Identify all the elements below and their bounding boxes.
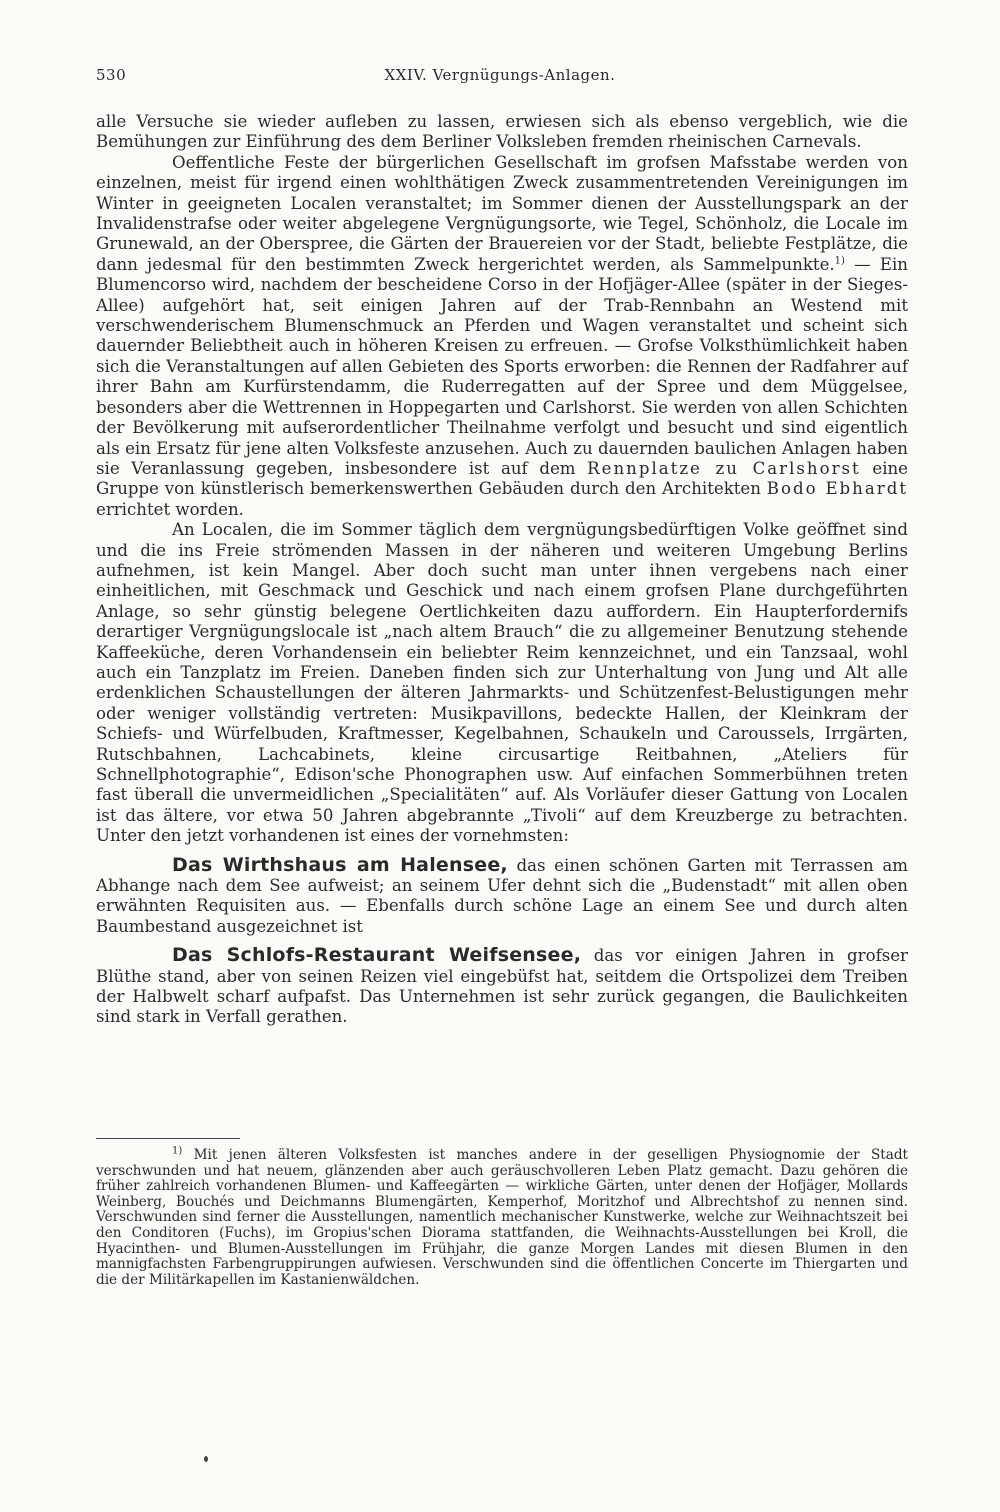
- place-name-carlshorst: Rennplatze zu Carlshorst: [587, 458, 861, 478]
- paragraph-2-part-d: errichtet worden.: [96, 499, 244, 519]
- print-speck: [204, 1456, 208, 1462]
- entry-halensee-title: Das Wirthshaus am Halensee,: [172, 853, 508, 876]
- paragraph-2: [96, 153, 908, 520]
- entry-halensee: [96, 855, 908, 938]
- paragraph-3: An Localen, die im Sommer täglich dem vergnügungsbedürftigen Volke geöffnet sind und die ins Freie strömenden Massen in der näheren und weiteren Umgebung Berlins aufnehmen, ist kein Mangel. Aber doch sucht man unter ihnen vergebens nach einer einheitlichen, mit Geschmack und Geschick und nach einem grofsen Plane durchgeführten Anlage, so sehr günstig belegene Oertlichkeiten dazu auffordern. Ein Haupterfordernifs derartiger Vergnügungslocale ist „nach altem Brauch“ die zu allgemeiner Benutzung stehende Kaffeeküche, deren Vorhandensein ein beliebter Reim kennzeichnet, und ein Tanzsaal, wohl auch ein Tanzplatz im Freien. Daneben finden sich zur Unterhaltung von Jung und Alt alle erdenklichen Schaustellungen der älteren Jahrmarkts- und Schützenfest-Belustigungen mehr oder weniger vollständig vertreten: Musikpavillons, bedeckte Hallen, der Kleinkram der Schiefs- und Würfelbuden, Kraftmesser, Kegelbahnen, Schaukeln und Caroussels, Irrgärten, Rutschbahnen, Lachcabinets, kleine circusartige Reitbahnen, „Ateliers für Schnellphotographie“, Edison'sche Phonographen usw. Auf einfachen Sommerbühnen treten fast überall die unvermeidlichen „Specialitäten“ auf. Als Vorläufer dieser Gattung von Localen ist das ältere, vor etwa 50 Jahren abgebrannte „Tivoli“ auf dem Kreuzberge zu betrachten. Unter den jetzt vorhandenen ist eines der vornehmsten:: [96, 520, 908, 846]
- footnote-divider: [96, 1138, 240, 1139]
- page-number: 530: [96, 66, 127, 84]
- paragraph-2-part-a: Oeffentliche Feste der bürgerlichen Gesellschaft im grofsen Mafsstabe werden von einzelnen, meist für irgend einen wohlthätigen Zweck zusammentretenden Vereinigungen im Winter in geeigneten Localen veranstaltet; im Sommer dienen der Ausstellungspark an der Invalidenstrafse oder weiter abgelegene Vergnügungsorte, wie Tegel, Schönholz, die Locale im Grunewald, an der Oberspree, die Gärten der Brauereien vor der Stadt, beliebte Festplätze, die dann jedesmal für den bestimmten Zweck hergerichtet werden, als Sammelpunkte.: [96, 152, 908, 274]
- entry-weissensee-text: das vor einigen Jahren in grofser Blüthe stand, aber von seinen Reizen viel eingebüfst hat, seitdem die Ortspolizei dem Treiben der Halbwelt scharf aufpafst. Das Unternehmen ist sehr zurück gegangen, die Baulichkeiten sind stark in Verfall gerathen.: [96, 946, 908, 1027]
- paragraph-1: alle Versuche sie wieder aufleben zu lassen, erwiesen sich als ebenso vergeblich, wie die Bemühungen zur Einführung des dem Berliner Volksleben fremden rheinischen Carnevals.: [96, 112, 908, 152]
- footnote: [96, 1145, 908, 1288]
- running-head: XXIV. Vergnügungs-Anlagen.: [384, 66, 616, 84]
- footnote-paragraph: [96, 1145, 908, 1288]
- paragraph-2-part-b: — Ein Blumencorso wird, nachdem der bescheidene Corso in der Hofjäger-Allee (später in der Sieges-Allee) aufgehört hat, seit einigen Jahren auf der Trab-Rennbahn an Westend mit verschwenderischem Blumenschmuck an Pferden und Wagen veranstaltet und scheint sich dauernder Beliebtheit auch in höheren Kreisen zu erfreuen. — Grofse Volksthümlichkeit haben sich die Veranstaltungen auf allen Gebieten des Sports erworben: die Rennen der Radfahrer auf ihrer Bahn am Kurfürstendamm, die Ruderregatten auf der Spree und dem Müggelsee, besonders aber die Wettrennen in Hoppegarten und Carlshorst. Sie werden von allen Schichten der Bevölkerung mit aufserordentlicher Theilnahme verfolgt und besucht und sind eigentlich als ein Ersatz für jene alten Volksfeste anzusehen. Auch zu dauernden baulichen Anlagen haben sie Veranlassung gegeben, insbesondere ist auf dem: [96, 254, 908, 478]
- paragraph-2-part-c: eine Gruppe von künstlerisch bemerkenswerthen Gebäuden durch den Architekten: [96, 458, 909, 499]
- main-text: [96, 112, 908, 1028]
- architect-name: Bodo Ebhardt: [766, 479, 908, 499]
- footnote-mark: 1): [172, 1145, 183, 1157]
- footnote-reference: 1): [834, 255, 845, 267]
- entry-halensee-text: das einen schönen Garten mit Terrassen am Abhange nach dem See aufweist; an seinem Ufer dehnt sich die „Budenstadt“ mit allen oben erwähnten Requisiten aus. — Ebenfalls durch schöne Lage an einem See und durch alten Baumbestand ausgezeichnet ist: [96, 855, 908, 936]
- footnote-text: Mit jenen älteren Volksfesten ist manches andere in der geselligen Physiognomie der Stadt verschwunden und hat neuem, glänzenden aber auch geräuschvolleren Leben Platz gemacht. Dazu gehören die früher zahlreich vorhandenen Blumen- und Kaffeegärten — wirkliche Gärten, unter denen der Hofjäger, Mollards Weinberg, Bouchés und Deichmanns Blumengärten, Kemperhof, Moritzhof und Albrechtshof zu nennen sind. Verschwunden sind ferner die Ausstellungen, namentlich mechanischer Kunstwerke, welche zur Weihnachtszeit bei den Conditoren (Fuchs), im Gropius'schen Diorama stattfanden, die Weihnachts-Ausstellungen bei Kroll, die Hyacinthen- und Blumen-Ausstellungen im Frühjahr, die ganze Morgen Landes mit diesen Blumen in den mannigfachsten Farbengruppirungen aufwiesen. Verschwunden sind die öffentlichen Concerte im Thiergarten und die der Militärkapellen im Kastanienwäldchen.: [96, 1147, 908, 1288]
- page-header: [96, 66, 904, 90]
- entry-weissensee-title: Das Schlofs-Restaurant Weifsensee,: [172, 944, 582, 967]
- entry-weissensee: [96, 945, 908, 1028]
